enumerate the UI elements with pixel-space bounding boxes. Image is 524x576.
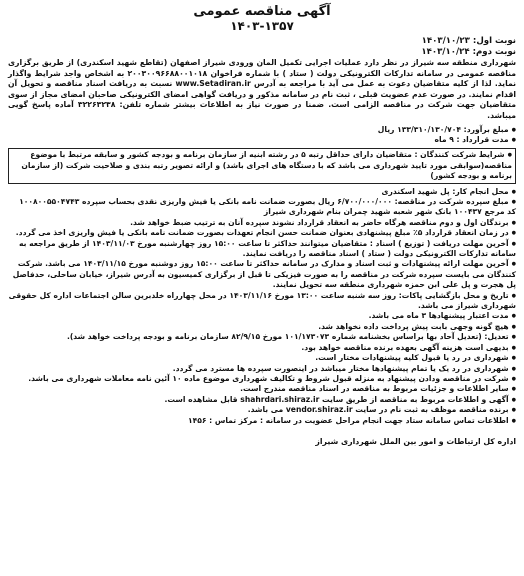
- list-item: ● آخرین مهلت ارائه پیشنهادات و ثبت اسناد و مدارک در سامانه حداکثر تا ساعت ۱۵:۰۰ روز دوشنبه مورخ ۱۴۰۳/۱۱/۱۵ می باشد. شرکت کنندگان می بایست سپرده شرکت در مناقصه را به صورت فیزیکی تا قبل از برگزاری کمیسیون به آدرس شیراز، خیابان ساحلی، حدفاصل پل هجرت و پل علی ابن حمزه شهرداری منطقه سه تحویل نمایند.: [8, 259, 516, 290]
- intro-paragraph: شهرداری منطقه سه شیراز در نظر دارد عملیات اجرایی تکمیل المان ورودی شیراز اصفهان (تقاطع شهید اسکندری) از طریق برگزاری مناقصه عمومی در سامانه تدارکات الکترونیکی دولت ( ستاد ) با شماره فراخوان ۲۰۰۳۰۰۹۶۶۸۸۰۰۱۰۱۸ به اشخاص واجد شرایط واگذار نماید. لذا از کلیه متقاضیان دعوت به عمل می آید با مراجعه به آدرس www.Setadiran.ir نسبت به دریافت اسناد مناقصه و تحویل آن اقدام نمایند. در صورت عدم عضویت قبلی ، ثبت نام در سامانه مذکور و دریافت گواهی امضای الکترونیکی صاحبان امضای مجاز از سوی متقاضیان جهت شرکت در مناقصه الزامی است. ضمنا در صورت نیاز به اطلاعات بیشتر شماره تلفن: ۳۲۲۶۳۲۳۸ آماده پاسخ گویی میباشد.: [8, 58, 516, 120]
- first-round-date: نوبت اول: ۱۴۰۳/۱۰/۲۳: [421, 36, 516, 46]
- list-item: ● شرکت در مناقصه ودادن پیشنهاد به منزله قبول شروط و تکالیف شهرداری موضوع ماده ۱۰ آئین نامه معاملات شهرداری می باشد.: [8, 374, 516, 384]
- notice-number: ۱۴۰۳-۱۳۵۷: [230, 19, 294, 33]
- list-item: ● آخرین مهلت دریافت ( توزیع ) اسناد : متقاضیان میتوانند حداکثر تا ساعت ۱۵:۰۰ روز چهارشنبه مورخ ۱۴۰۳/۱۱/۰۳ از طریق مراجعه به سامانه تدارکات الکترونیکی دولت ( ستاد ) اسناد مناقصه را دریافت نمایند.: [8, 239, 516, 260]
- work-location: ● محل انجام کار: پل شهید اسکندری: [8, 187, 516, 197]
- list-item: ● در زمان انعقاد قرارداد ۵٪ مبلغ پیشنهادی بعنوان ضمانت حسن انجام تعهدات بصورت ضمانت نامه بانکی یا فیش واریزی اخذ می گردد.: [8, 228, 516, 238]
- issuer-footer: اداره کل ارتباطات و امور بین الملل شهرداری شیراز: [315, 436, 516, 446]
- list-item: ● مدت اعتبار پیشنهادها ۳ ماه می باشد.: [8, 311, 516, 321]
- conditions-box: [8, 148, 516, 183]
- list-item: ● برندگان اول و دوم مناقصه هرگاه حاضر به انعقاد قرارداد نشوند سپرده آنان به ترتیب ضبط خواهد شد.: [8, 218, 516, 228]
- list-item: ● اطلاعات تماس سامانه ستاد جهت انجام مراحل عضویت در سامانه : مرکز تماس : ۱۴۵۶: [8, 416, 516, 426]
- list-item: ● بدیهی است هزینه آگهی بعهده برنده مناقصه خواهد بود.: [8, 343, 516, 353]
- list-item: ● تعدیل: (تعدیل آحاد بها براساس بخشنامه شماره ۱۰۱/۱۷۳۰۷۳ مورخ ۸۲/۹/۱۵ سازمان برنامه و بودجه پرداخت خواهد شد).: [8, 332, 516, 342]
- list-item: ● هیچ گونه وجهی بابت پیش پرداخت داده نخواهد شد.: [8, 322, 516, 332]
- second-round-date: نوبت دوم: ۱۴۰۳/۱۰/۲۴: [421, 47, 516, 57]
- list-item: ● مبلغ سپرده شرکت در مناقصه: ۶/۷۰۰/۰۰۰/۰۰۰ ریال بصورت ضمانت نامه بانکی یا فیش واریزی نقدی بحساب سپرده ۱۰۰۸۰۰۵۵۰۴۷۴۳ کد مرجع ۱۰۰۴۳۷ بانک شهر شعبه شهید چمران بنام شهرداری شیراز: [8, 197, 516, 218]
- participant-conditions: ● شرایط شرکت کنندگان : متقاضیان دارای حداقل رتبه ۵ در رشته ابنیه از سازمان برنامه و بودجه کشور و سابقه مرتبط با موضوع مناقصه(سوابقی مورد تایید شهرداری می باشد که با دستگاه های اجرای باشد) و ارائه تصویر رتبه بندی و صلاحیت شرکت (از سازمان برنامه و بودجه کشور): [12, 150, 512, 181]
- list-item: ● تاریخ و محل بازگشایی پاکات: روز سه شنبه ساعت ۱۳:۰۰ مورخ ۱۴۰۳/۱۱/۱۶ در محل چهارراه خلدبرین سالن اجتماعات اداره کل حقوقی شهرداری شیراز می باشد.: [8, 291, 516, 312]
- list-item: ● برنده مناقصه موظف به ثبت نام در سایت vendor.shiraz.ir می باشد.: [8, 405, 516, 415]
- estimate-amount: ● مبلغ برآورد: ۱۳۳/۳۱۰/۱۳۰/۷۰۴ ریال: [8, 125, 516, 135]
- contract-duration: ● مدت قرارداد : ۹ ماه: [8, 135, 516, 145]
- notice-title: آگهی مناقصه عمومی: [193, 4, 331, 19]
- list-item: ● آگهی و اطلاعات مربوط به مناقصه از طریق سایت shahrdari.shiraz.ir قابل مشاهده است.: [8, 395, 516, 405]
- terms-list: [8, 197, 516, 426]
- list-item: ● شهرداری در رد یک یا تمام پیشنهادها مختار میباشد در اینصورت سپرده ها مسترد می گردد.: [8, 364, 516, 374]
- list-item: ● سایر اطلاعات و جزئیات مربوط به مناقصه در اسناد مناقصه مندرج است.: [8, 384, 516, 394]
- list-item: ● شهرداری در رد یا قبول کلیه پیشنهادات مختار است.: [8, 353, 516, 363]
